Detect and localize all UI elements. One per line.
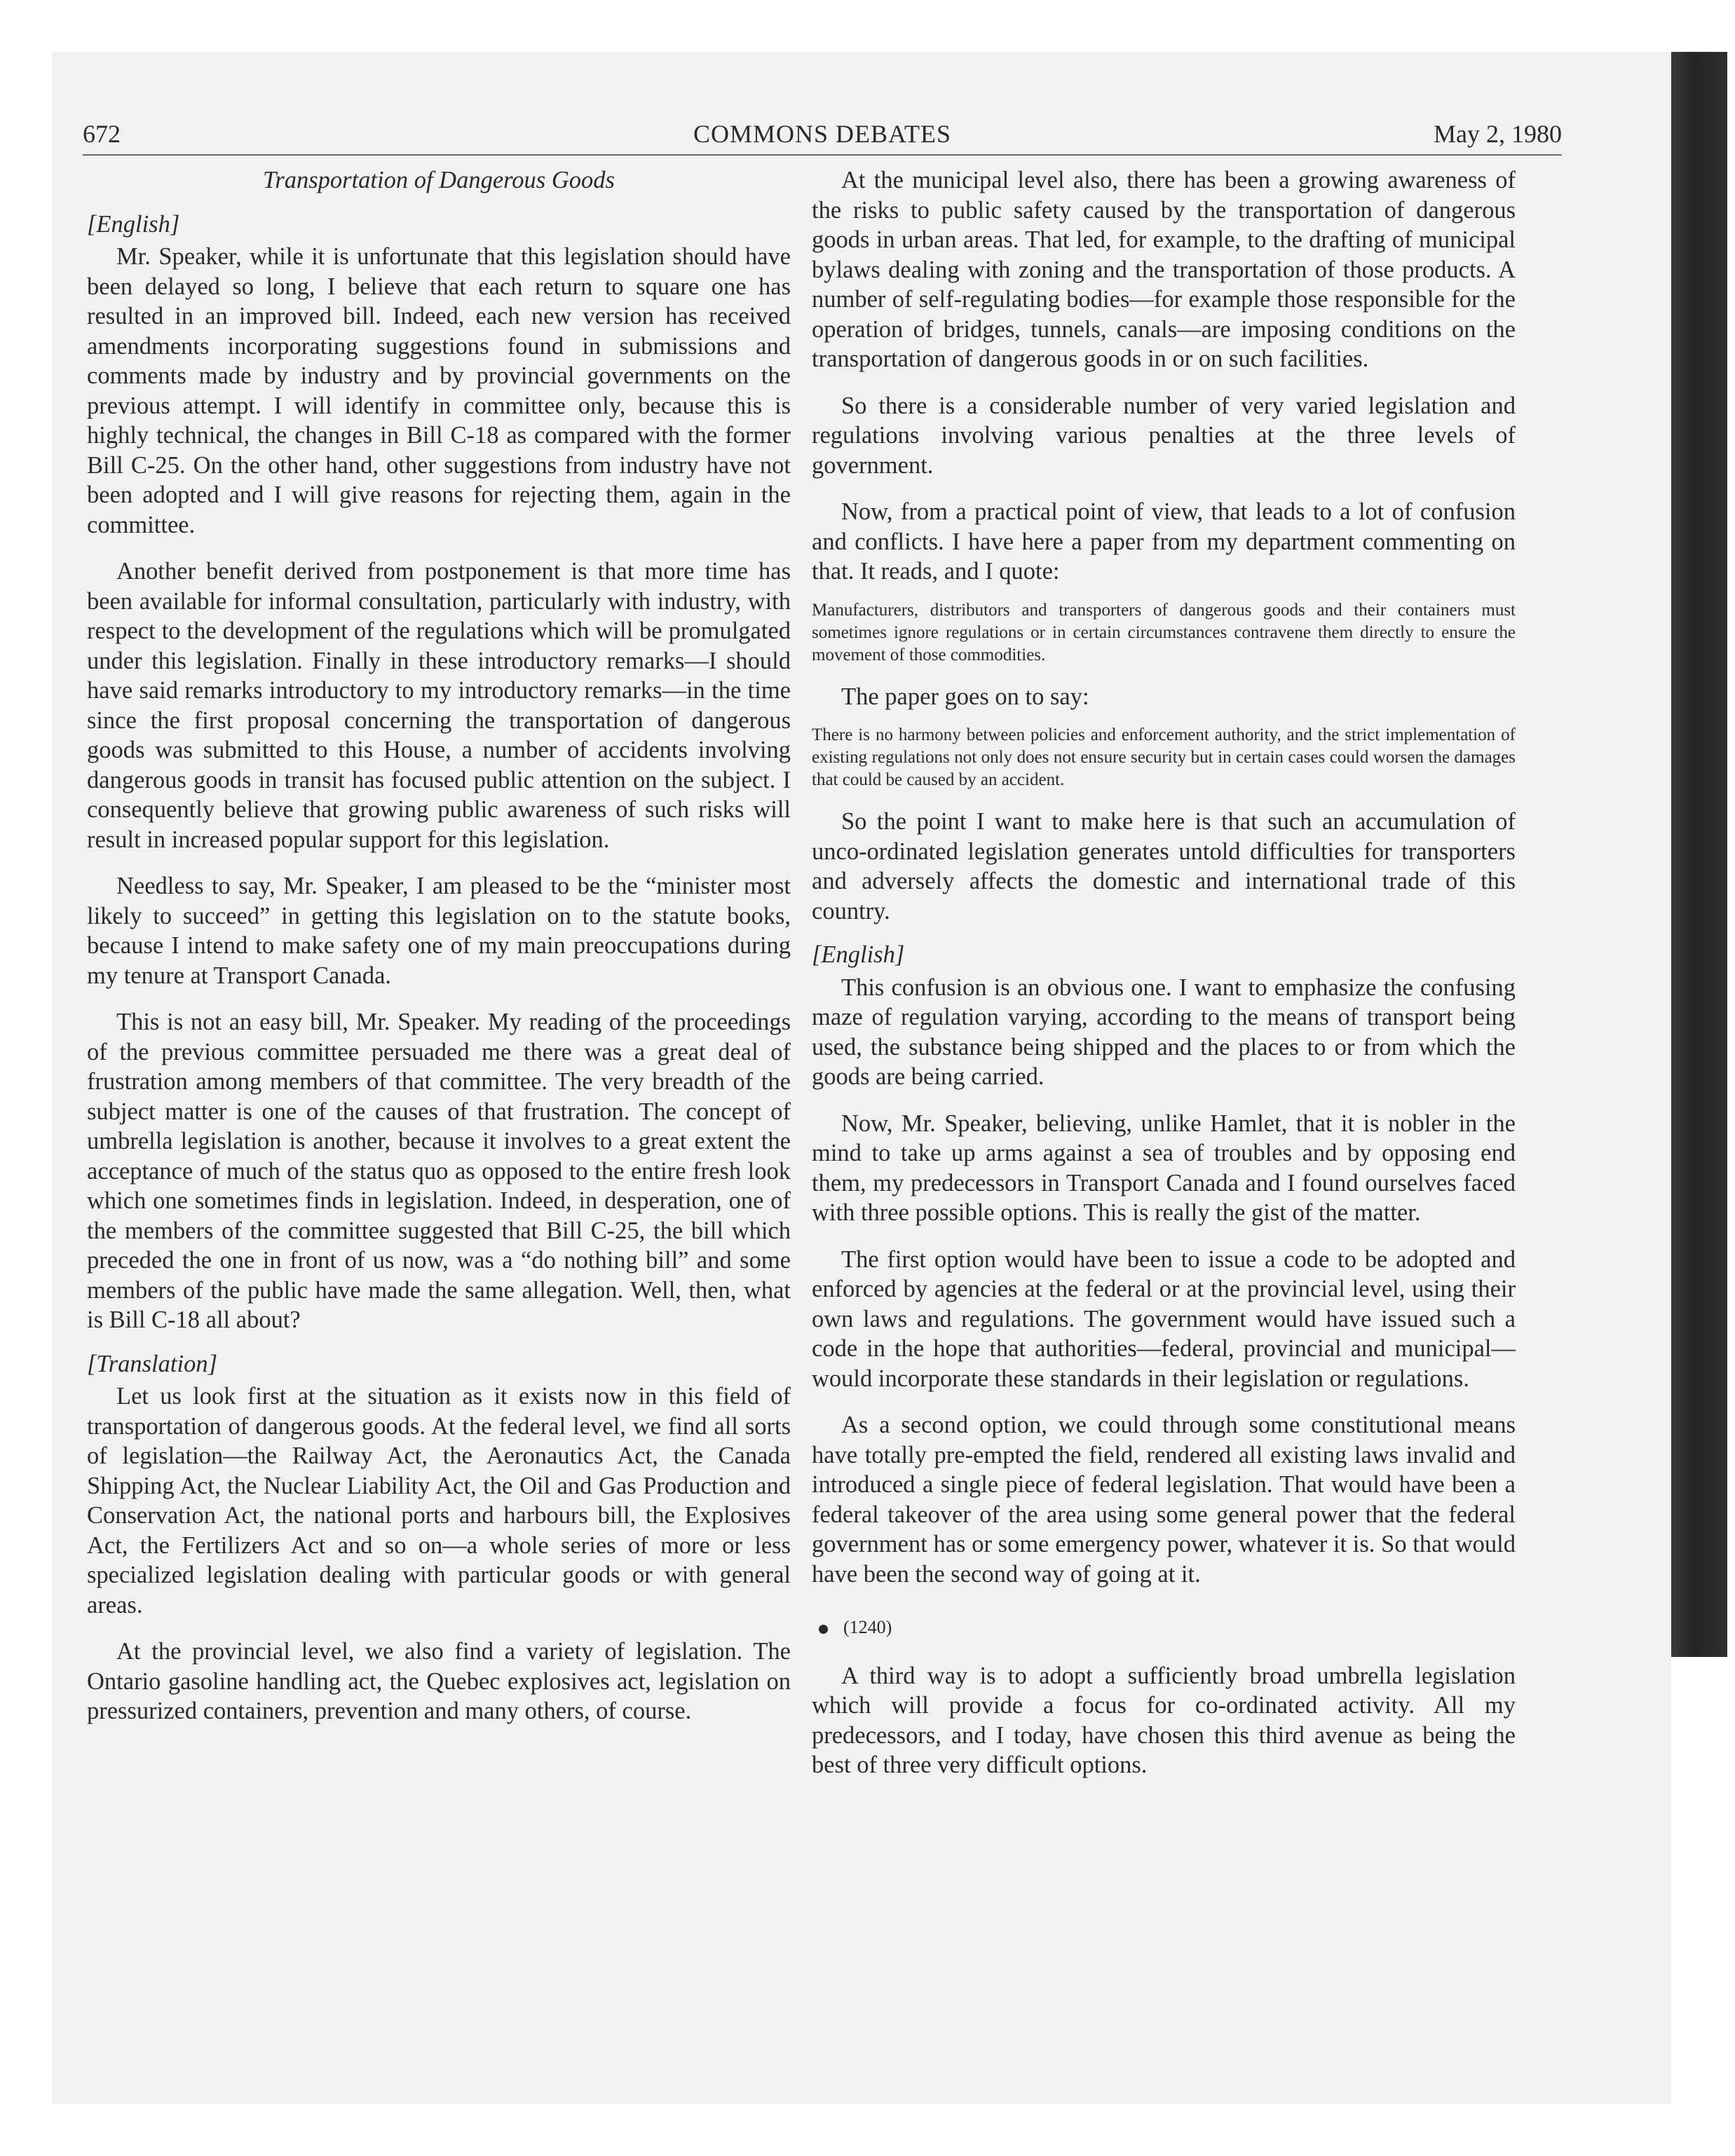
paragraph: Now, from a practical point of view, that leads to a lot of confusion and conflicts. I have here a paper from my department commenting on that. It reads, and I quote:	[812, 498, 1516, 585]
running-header	[83, 105, 1562, 156]
right-column	[812, 165, 1516, 1780]
scan-shadow-edge	[1671, 52, 1727, 1657]
page-number: 672	[83, 120, 121, 148]
paragraph: Now, Mr. Speaker, believing, unlike Hamlet, that it is nobler in the mind to take up arms against a sea of troubles and by opposing end them, my predecessors in Transport Canada and I found ourselves faced with three possible options. This is really the gist of the matter.	[812, 1110, 1516, 1226]
time-marker	[819, 1613, 1516, 1643]
paragraph: This confusion is an obvious one. I want to emphasize the confusing maze of regulation varying, according to the means of transport being used, the substance being shipped and the places to or from which the goods are being carried.	[812, 974, 1516, 1090]
paragraph: The paper goes on to say:	[841, 683, 1089, 710]
block-quote: There is no harmony between policies and enforcement authority, and the strict implementation of existing regulations not only does not ensure security but in certain cases could worsen the damages that could be caused by an accident.	[812, 725, 1516, 789]
publication-title: COMMONS DEBATES	[693, 120, 952, 148]
paragraph: Mr. Speaker, while it is unfortunate that this legislation should have been delayed so long, I believe that each return to square one has resulted in an improved bill. Indeed, each new version has received amendments incorporating suggestions found in submissions and comments made by industry and by provincial governments on the previous attempt. I will identify in committee only, because this is highly technical, the changes in Bill C-18 as compared with the former Bill C-25. On the other hand, other suggestions from industry have not been adopted and I will give reasons for rejecting them, again in the committee.	[87, 243, 791, 538]
paragraph: A third way is to adopt a sufficiently broad umbrella legislation which will provide a focus for co-ordinated activity. All my predecessors, and I today, have chosen this third avenue as being the best of three very difficult options.	[812, 1662, 1516, 1778]
paragraph: As a second option, we could through some constitutional means have totally pre-empted the field, rendered all existing laws invalid and introduced a single piece of federal legislation. That would have been a federal takeover of the area using some general power that the federal government has or some emergency power, whatever it is. So that would have been the second way of going at it.	[812, 1412, 1516, 1588]
paragraph: Let us look first at the situation as it exists now in this field of transportation of dangerous goods. At the federal level, we find all sorts of legislation—the Railway Act, the Aeronautics Act, the Canada Shipping Act, the Nuclear Liability Act, the Oil and Gas Production and Conservation Act, the national ports and harbours bill, the Explosives Act, the Fertilizers Act and so on—a whole series of more or less specialized legislation dealing with particular goods or with general areas.	[87, 1383, 791, 1618]
subject-heading: Transportation of Dangerous Goods	[263, 167, 615, 193]
language-marker: [English]	[812, 941, 905, 968]
language-marker: [English]	[87, 210, 180, 238]
paragraph: The first option would have been to issue a code to be adopted and enforced by agencies at the federal or at the provincial level, using their own laws and regulations. The government would have issued such a code in the hope that authorities—federal, provincial and municipal—would incorporate these standards in their legislation or regulations.	[812, 1246, 1516, 1392]
paragraph: This is not an easy bill, Mr. Speaker. My reading of the proceedings of the previous committee persuaded me there was a great deal of frustration among members of that committee. The very breadth of the subject matter is one of the causes of that frustration. The concept of umbrella legislation is another, because it involves to a great extent the acceptance of much of the status quo as opposed to the entire fresh look which one sometimes finds in legislation. Indeed, in desperation, one of the members of the committee suggested that Bill C-25, the bill which preceded the one in front of us now, was a “do nothing bill” and some members of the public have made the same allegation. Well, then, what is Bill C-18 all about?	[87, 1009, 791, 1333]
block-quote: Manufacturers, distributors and transporters of dangerous goods and their containers must sometimes ignore regulations or in certain circumstances contravene them directly to ensure the movement of those commodities.	[812, 600, 1516, 664]
paragraph: So the point I want to make here is that such an accumulation of unco-ordinated legislation generates untold difficulties for transporters and adversely affects the domestic and international trade of this country.	[812, 808, 1516, 925]
paragraph: At the municipal level also, there has been a growing awareness of the risks to public safety caused by the transportation of dangerous goods in urban areas. That led, for example, to the drafting of municipal bylaws dealing with zoning and the transportation of those products. A number of self-regulating bodies—for example those responsible for the operation of bridges, tunnels, canals—are imposing conditions on the transportation of dangerous goods in or on such facilities.	[812, 167, 1516, 372]
paragraph: Another benefit derived from postponement is that more time has been available for informal consultation, particularly with industry, with respect to the development of the regulations which will be promulgated under this legislation. Finally in these introductory remarks—I should have said remarks introductory to my introductory remarks—in the time since the first proposal concerning the transportation of dangerous goods was submitted to this House, a number of accidents involving dangerous goods in transit has focused public attention on the subject. I consequently believe that growing public awareness of such risks will result in increased popular support for this legislation.	[87, 558, 791, 853]
paragraph: At the provincial level, we also find a variety of legislation. The Ontario gasoline handling act, the Quebec explosives act, legislation on pressurized containers, prevention and many others, of course.	[87, 1638, 791, 1724]
paragraph: Needless to say, Mr. Speaker, I am pleased to be the “minister most likely to succeed” in getting this legislation on to the statute books, because I intend to make safety one of my main preoccupations during my tenure at Transport Canada.	[87, 873, 791, 989]
issue-date: May 2, 1980	[1434, 120, 1562, 148]
paragraph: So there is a considerable number of very varied legislation and regulations involving various penalties at the three levels of government.	[812, 392, 1516, 479]
time-marker-label: (1240)	[843, 1617, 892, 1637]
language-marker: [Translation]	[87, 1350, 217, 1377]
left-column	[87, 165, 791, 1726]
bullet-dot-icon	[819, 1625, 828, 1634]
